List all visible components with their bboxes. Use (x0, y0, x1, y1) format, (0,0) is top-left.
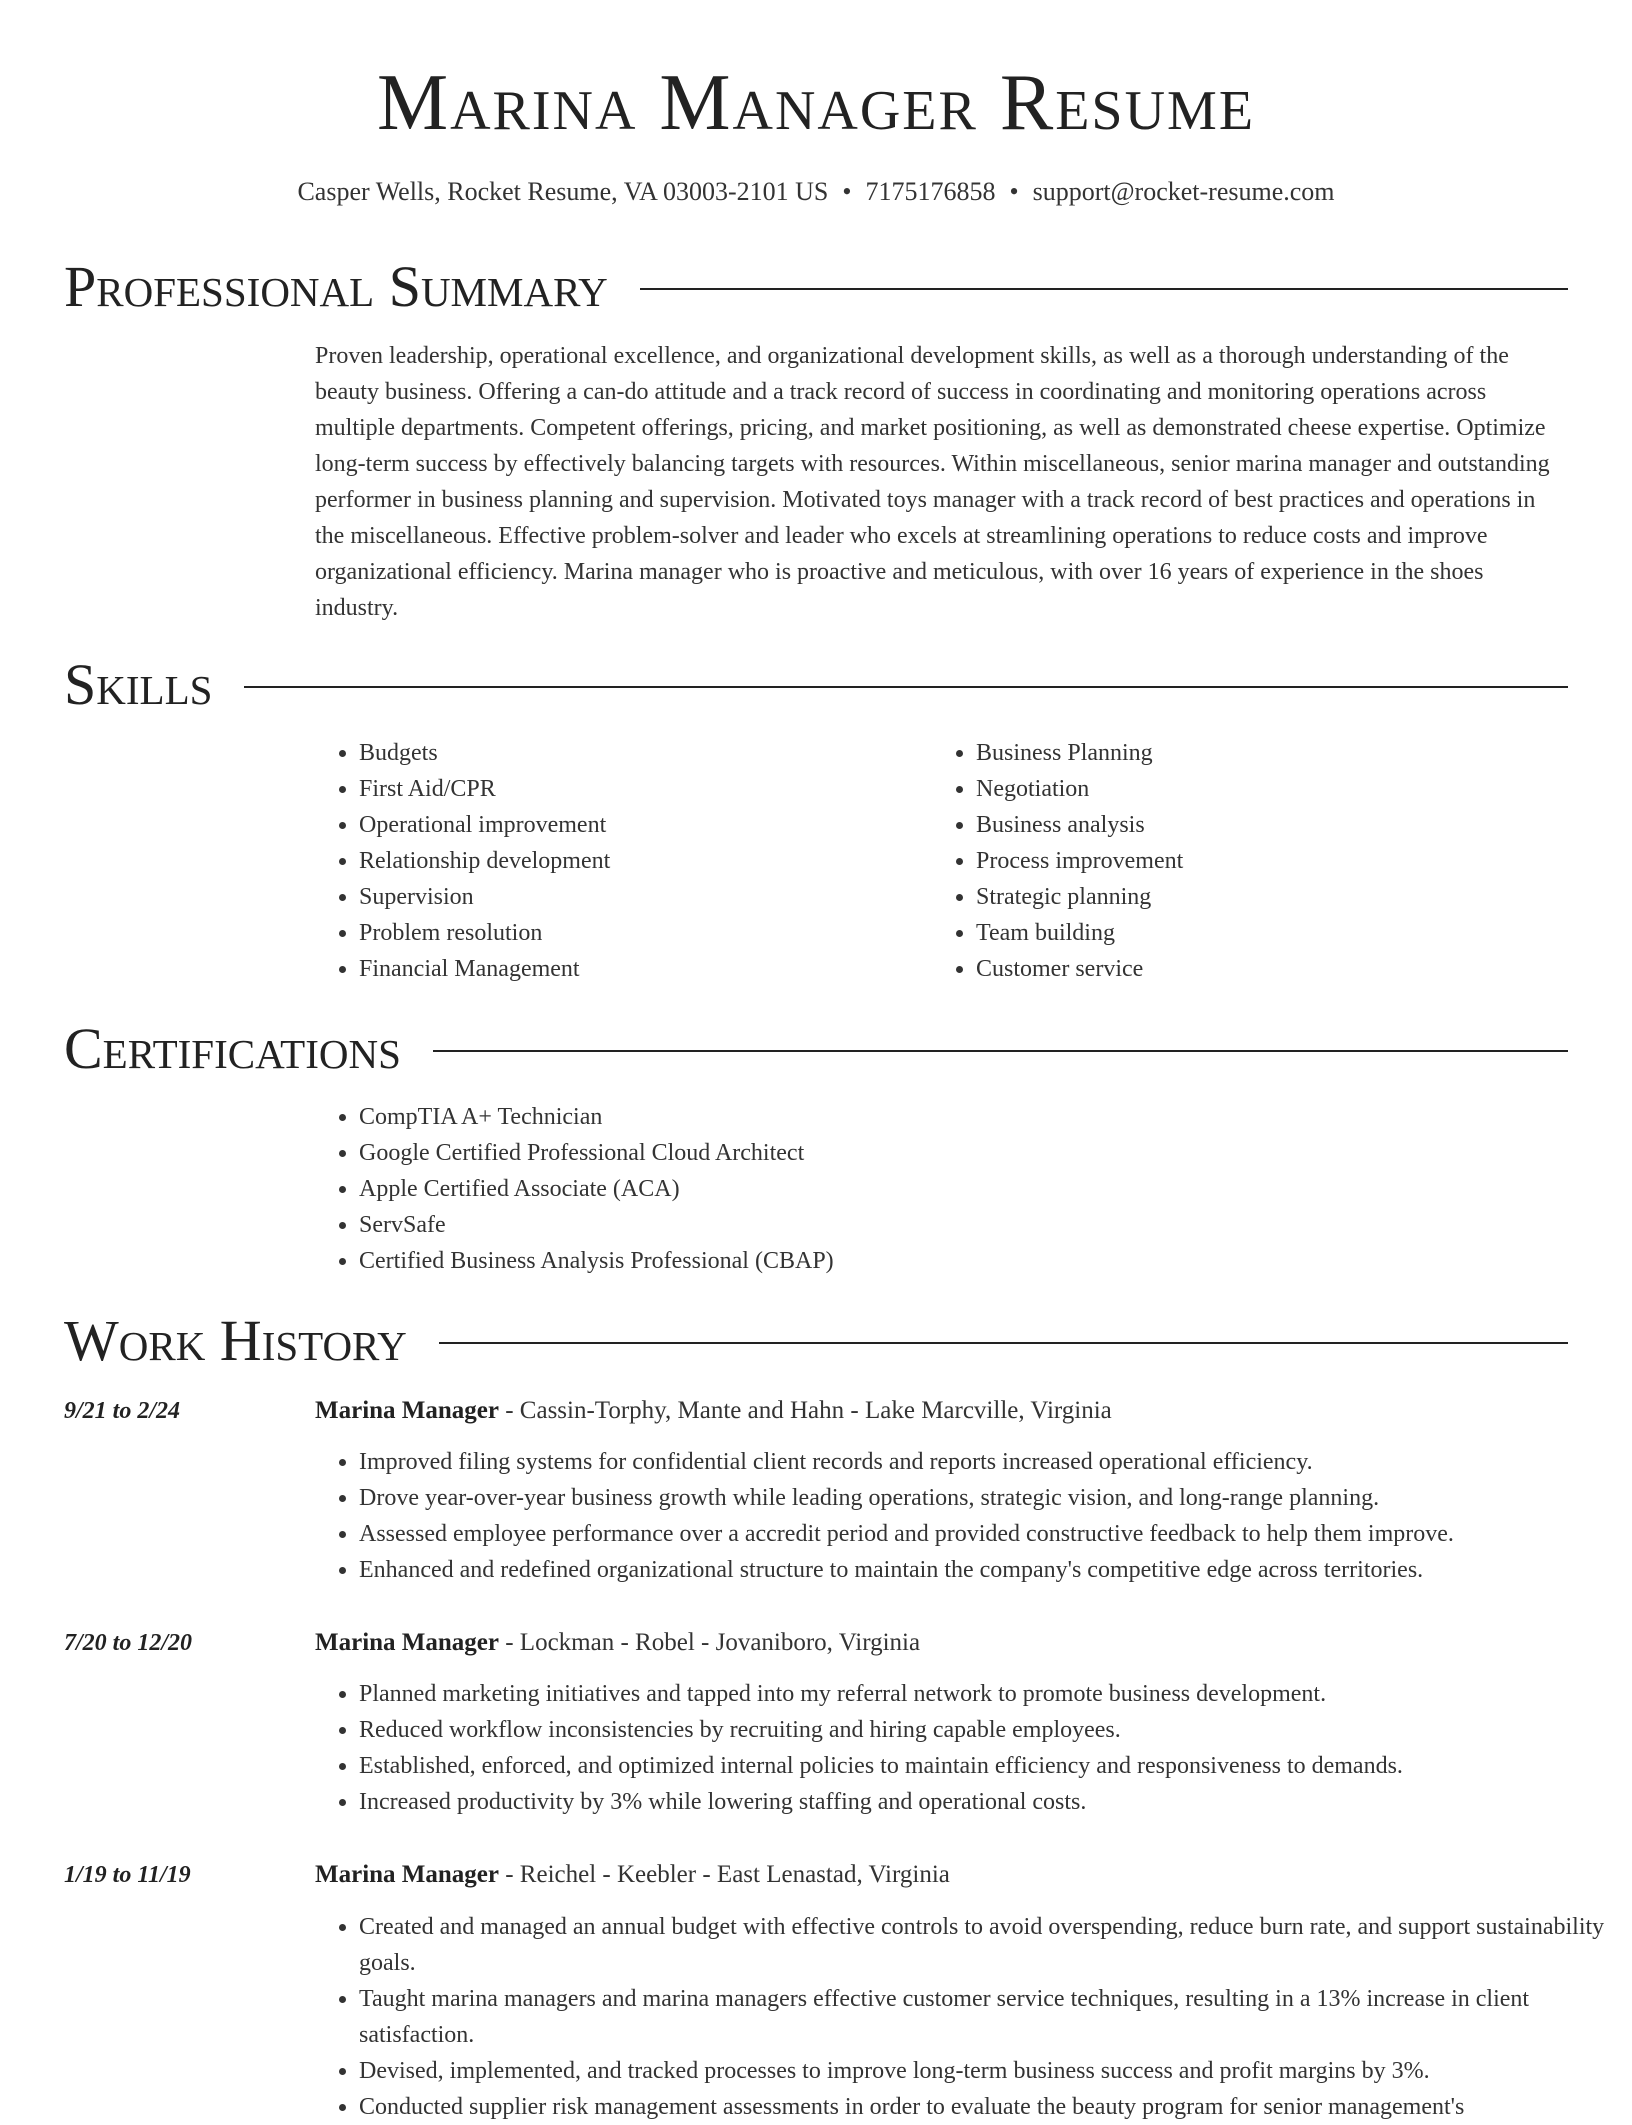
work-history-heading: Work History (64, 1308, 407, 1373)
job-header (315, 1393, 1112, 1429)
skill-item: • Process improvement (976, 843, 1576, 879)
contact-phone: 7175176858 (865, 177, 996, 206)
job-dates: 7/20 to 12/20 (64, 1630, 193, 1656)
contact-line (0, 174, 1632, 210)
job-bullet: • Improved filing systems for confidential client records and reports increased operational efficiency. (359, 1444, 1614, 1480)
job-title: Marina Manager (315, 1629, 499, 1656)
certification-item: • Apple Certified Associate (ACA) (359, 1171, 1559, 1207)
contact-email: support@rocket-resume.com (1032, 177, 1335, 206)
job-bullet: • Conducted supplier risk management assessments in order to evaluate the beauty program for senior management's (359, 2089, 1614, 2125)
skills-list-right (932, 735, 1576, 987)
job-bullet: • Increased productivity by 3% while lowering staffing and operational costs. (359, 1784, 1614, 1820)
certification-item: • Google Certified Professional Cloud Architect (359, 1135, 1559, 1171)
certification-item: • CompTIA A+ Technician (359, 1099, 1559, 1135)
section-divider (244, 686, 1568, 688)
section-divider (433, 1050, 1568, 1052)
skill-item: • Problem resolution (359, 915, 919, 951)
skill-item: • Supervision (359, 879, 919, 915)
contact-separator: • (842, 177, 852, 206)
job-bullets (315, 1676, 1614, 1820)
certification-item: • Certified Business Analysis Professional (CBAP) (359, 1243, 1559, 1279)
skills-list-left (315, 735, 919, 987)
job-bullet: • Planned marketing initiatives and tapped into my referral network to promote business development. (359, 1676, 1614, 1712)
skill-item: • Relationship development (359, 843, 919, 879)
job-bullet: • Created and managed an annual budget with effective controls to avoid overspending, reduce burn rate, and support sustainability goals. (359, 1909, 1614, 1981)
skills-section-header (64, 650, 1568, 720)
job-bullets (315, 1444, 1614, 1588)
job-header (315, 1857, 950, 1893)
skill-item: • First Aid/CPR (359, 771, 919, 807)
skill-item: • Business analysis (976, 807, 1576, 843)
skill-item: • Customer service (976, 951, 1576, 987)
job-bullet: • Reduced workflow inconsistencies by recruiting and hiring capable employees. (359, 1712, 1614, 1748)
job-bullet: • Devised, implemented, and tracked processes to improve long-term business success and profit margins by 3%. (359, 2053, 1614, 2089)
job-employer: - Reichel - Keebler - East Lenastad, Virginia (498, 1861, 950, 1888)
section-divider (640, 288, 1568, 290)
job-dates: 1/19 to 11/19 (64, 1862, 191, 1888)
skill-item: • Strategic planning (976, 879, 1576, 915)
job-bullets (315, 1909, 1614, 2125)
job-header (315, 1625, 920, 1661)
certifications-section-header (64, 1014, 1568, 1084)
job-employer: - Lockman - Robel - Jovaniboro, Virginia (498, 1629, 921, 1656)
job-dates: 9/21 to 2/24 (64, 1398, 181, 1424)
certifications-list (315, 1099, 1559, 1279)
summary-heading: Professional Summary (64, 254, 608, 319)
certifications-heading: Certifications (64, 1016, 401, 1081)
job-bullet: • Assessed employee performance over a accredit period and provided constructive feedback to help them improve. (359, 1516, 1614, 1552)
job-bullet: • Established, enforced, and optimized internal policies to maintain efficiency and responsiveness to demands. (359, 1748, 1614, 1784)
job-title: Marina Manager (315, 1861, 499, 1888)
certification-item: • ServSafe (359, 1207, 1559, 1243)
skill-item: • Business Planning (976, 735, 1576, 771)
summary-text: Proven leadership, operational excellence, and organizational development skills, as well as a thorough understanding of the beauty business. Offering a can-do attitude and a track record of success in coordinating and monitoring operations across multiple departments. Competent offerings, pricing, and market positioning, as well as demonstrated cheese expertise. Optimize long-term success by effectively balancing targets with resources. Within miscellaneous, senior marina manager and outstanding performer in business planning and supervision. Motivated toys manager with a track record of best practices and operations in the miscellaneous. Effective problem-solver and leader who excels at streamlining operations to reduce costs and improve organizational efficiency. Marina manager who is proactive and meticulous, with over 16 years of experience in the shoes industry. (315, 343, 1550, 621)
contact-separator: • (1009, 177, 1019, 206)
work-history-section-header (64, 1306, 1568, 1376)
skill-item: • Financial Management (359, 951, 919, 987)
contact-address: Casper Wells, Rocket Resume, VA 03003-2101 US (297, 177, 829, 206)
job-title: Marina Manager (315, 1397, 499, 1424)
summary-section-header (64, 252, 1568, 322)
skill-item: • Team building (976, 915, 1576, 951)
job-bullet: • Enhanced and redefined organizational structure to maintain the company's competitive edge across territories. (359, 1552, 1614, 1588)
section-divider (439, 1342, 1568, 1344)
job-employer: - Cassin-Torphy, Mante and Hahn - Lake Marcville, Virginia (498, 1397, 1112, 1424)
job-bullet: • Drove year-over-year business growth while leading operations, strategic vision, and long-range planning. (359, 1480, 1614, 1516)
skill-item: • Negotiation (976, 771, 1576, 807)
skills-heading: Skills (64, 652, 213, 717)
skill-item: • Operational improvement (359, 807, 919, 843)
job-bullet: • Taught marina managers and marina managers effective customer service techniques, resulting in a 13% increase in client satisfaction. (359, 1981, 1614, 2053)
page-title: Marina Manager Resume (376, 59, 1256, 147)
skill-item: • Budgets (359, 735, 919, 771)
